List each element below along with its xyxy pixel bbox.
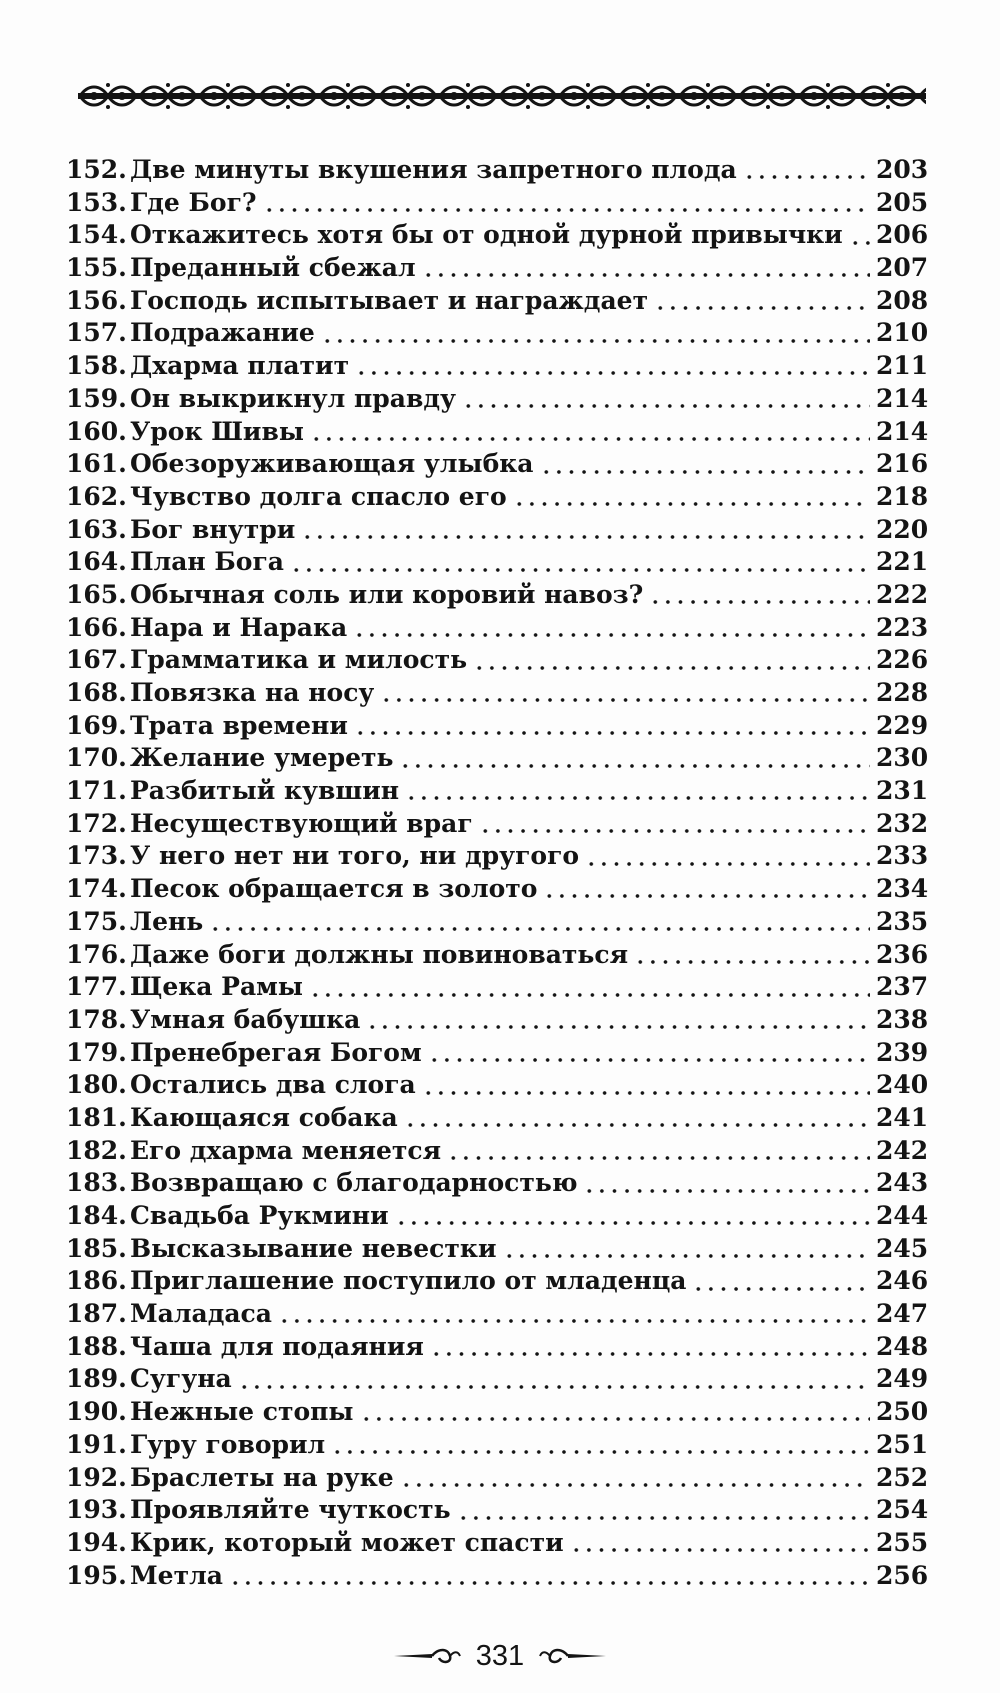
toc-entry <box>66 1396 929 1429</box>
dot-leader <box>692 1286 870 1292</box>
toc-entry-title: Господь испытывает и награждает <box>130 285 649 315</box>
toc-entry-number: 158. <box>66 351 127 381</box>
dot-leader <box>503 1253 871 1259</box>
toc-entry-title: Остались два слога <box>130 1070 416 1100</box>
toc-entry-title: Сугуна <box>130 1364 232 1394</box>
toc-entry <box>66 775 929 808</box>
toc-entry <box>66 1102 929 1135</box>
table-of-contents <box>66 154 929 1592</box>
toc-entry-title: Чаша для подаяния <box>130 1331 424 1361</box>
toc-entry-number: 160. <box>66 416 127 446</box>
toc-entry-number: 165. <box>66 579 127 609</box>
toc-entry-number: 164. <box>66 547 127 577</box>
toc-entry-number: 169. <box>66 710 127 740</box>
toc-entry-title: Дхарма платит <box>130 351 350 381</box>
toc-entry-number: 187. <box>66 1299 127 1329</box>
toc-entry-title: Трата времени <box>130 710 348 740</box>
right-flourish-icon <box>538 1647 608 1665</box>
toc-entry-number: 178. <box>66 1004 127 1034</box>
dot-leader <box>634 959 870 965</box>
toc-entry-title: Песок обращается в золото <box>130 874 538 904</box>
toc-entry-title: Даже боги должны повиноваться <box>130 939 629 969</box>
toc-entry <box>66 612 929 645</box>
toc-entry-number: 180. <box>66 1070 127 1100</box>
toc-entry-page: 244 <box>876 1201 929 1230</box>
toc-entry-title: У него нет ни того, ни другого <box>130 841 580 871</box>
toc-entry-number: 162. <box>66 481 127 511</box>
toc-entry-page: 207 <box>876 253 929 283</box>
toc-entry-number: 182. <box>66 1135 127 1165</box>
dot-leader <box>354 730 870 736</box>
dot-leader <box>540 469 870 475</box>
toc-entry-title: Свадьба Рукмини <box>130 1201 389 1230</box>
toc-entry-title: Нежные стопы <box>130 1397 354 1427</box>
toc-entry-title: Он выкрикнул правду <box>130 383 456 413</box>
toc-entry-page: 250 <box>876 1397 929 1427</box>
dot-leader <box>229 1580 870 1586</box>
toc-entry-title: Метла <box>130 1560 223 1590</box>
toc-entry-page: 231 <box>876 776 929 806</box>
toc-entry <box>66 514 929 547</box>
dot-leader <box>513 501 870 507</box>
toc-entry-number: 168. <box>66 678 127 707</box>
toc-entry-number: 177. <box>66 972 127 1002</box>
toc-entry-title: Разбитый кувшин <box>130 776 400 806</box>
toc-entry-title: Гуру говорил <box>130 1429 326 1459</box>
toc-entry-number: 159. <box>66 383 127 413</box>
dot-leader <box>473 665 870 671</box>
toc-entry-title: Две минуты вкушения запретного плода <box>130 155 737 184</box>
dot-leader <box>301 534 870 540</box>
toc-entry-page: 240 <box>876 1070 929 1100</box>
dot-leader <box>321 338 870 344</box>
toc-entry-number: 184. <box>66 1201 127 1230</box>
toc-entry-page: 232 <box>876 808 929 838</box>
toc-entry-number: 185. <box>66 1233 127 1263</box>
dot-leader <box>209 926 870 932</box>
toc-entry <box>66 317 929 350</box>
toc-entry-title: Его дхарма меняется <box>130 1135 442 1165</box>
toc-entry-page: 223 <box>876 612 929 642</box>
toc-entry <box>66 219 929 252</box>
toc-entry-page: 237 <box>876 972 929 1002</box>
toc-entry <box>66 546 929 579</box>
toc-entry <box>66 873 929 906</box>
toc-entry-number: 195. <box>66 1560 127 1590</box>
toc-entry <box>66 481 929 514</box>
toc-entry-number: 173. <box>66 841 127 871</box>
toc-entry-number: 163. <box>66 514 127 544</box>
toc-entry-number: 157. <box>66 318 127 348</box>
page-footer <box>0 1638 1000 1674</box>
toc-entry-number: 172. <box>66 808 127 838</box>
toc-entry <box>66 154 929 187</box>
toc-entry-title: Маладаса <box>130 1299 272 1329</box>
toc-entry-title: Желание умереть <box>130 743 394 773</box>
dot-leader <box>462 403 870 409</box>
toc-entry-number: 194. <box>66 1527 127 1557</box>
toc-entry <box>66 1004 929 1037</box>
toc-entry <box>66 383 929 416</box>
dot-leader <box>404 1122 870 1128</box>
dot-leader <box>405 795 870 801</box>
toc-entry <box>66 1037 929 1070</box>
toc-entry-page: 246 <box>876 1266 929 1296</box>
toc-entry-title: Приглашение поступило от младенца <box>130 1266 687 1296</box>
toc-entry <box>66 1331 929 1364</box>
toc-entry-page: 241 <box>876 1102 929 1132</box>
toc-entry <box>66 350 929 383</box>
dot-leader <box>399 763 870 769</box>
dot-leader <box>479 828 870 834</box>
toc-entry <box>66 187 929 220</box>
dot-leader <box>395 1220 870 1226</box>
toc-entry-title: Возвращаю с благодарностью <box>130 1168 578 1198</box>
toc-entry-number: 167. <box>66 645 127 675</box>
dot-leader <box>309 992 870 998</box>
toc-entry <box>66 1494 929 1527</box>
toc-entry-title: План Бога <box>130 547 284 577</box>
toc-entry-number: 153. <box>66 187 127 217</box>
toc-entry <box>66 1429 929 1462</box>
toc-entry <box>66 1527 929 1560</box>
toc-entry-title: Урок Шивы <box>130 416 304 446</box>
toc-entry-title: Высказывание невестки <box>130 1233 497 1263</box>
dot-leader <box>422 1090 870 1096</box>
toc-entry <box>66 1069 929 1102</box>
toc-entry-title: Откажитесь хотя бы от одной дурной привычки <box>130 220 843 250</box>
toc-entry-number: 192. <box>66 1462 127 1492</box>
toc-entry-page: 221 <box>876 547 929 577</box>
toc-entry-title: Крик, который может спасти <box>130 1527 564 1557</box>
dot-leader <box>360 1416 871 1422</box>
toc-entry <box>66 1560 929 1593</box>
toc-entry-number: 186. <box>66 1266 127 1296</box>
toc-entry-page: 252 <box>876 1462 929 1492</box>
toc-entry-page: 222 <box>876 579 929 609</box>
toc-entry-page: 214 <box>876 383 929 413</box>
toc-entry-page: 218 <box>876 481 929 511</box>
toc-entry-title: Несуществующий враг <box>130 808 473 838</box>
toc-entry <box>66 677 929 710</box>
toc-entry-page: 254 <box>876 1495 929 1525</box>
toc-entry-title: Где Бог? <box>130 187 257 217</box>
toc-entry-number: 191. <box>66 1429 127 1459</box>
toc-entry <box>66 579 929 612</box>
toc-entry-page: 248 <box>876 1331 929 1361</box>
toc-entry-page: 230 <box>876 743 929 773</box>
toc-entry-page: 247 <box>876 1299 929 1329</box>
toc-entry-page: 243 <box>876 1168 929 1198</box>
dot-leader <box>583 1188 870 1194</box>
toc-entry <box>66 1200 929 1233</box>
toc-entry-page: 220 <box>876 514 929 544</box>
toc-entry-page: 226 <box>876 645 929 675</box>
toc-entry <box>66 939 929 972</box>
dot-leader <box>331 1449 870 1455</box>
dot-leader <box>238 1384 870 1390</box>
toc-entry <box>66 1363 929 1396</box>
dot-leader <box>290 567 870 573</box>
page-number: 331 <box>475 1640 525 1672</box>
toc-entry-title: Грамматика и милость <box>130 645 468 675</box>
toc-entry-title: Умная бабушка <box>130 1004 361 1034</box>
dot-leader <box>649 599 870 605</box>
dot-leader <box>310 436 870 442</box>
toc-entry <box>66 1462 929 1495</box>
dot-leader <box>543 893 870 899</box>
toc-entry <box>66 1298 929 1331</box>
toc-entry-number: 156. <box>66 285 127 315</box>
toc-entry-page: 256 <box>876 1560 929 1590</box>
toc-entry-number: 174. <box>66 874 127 904</box>
toc-entry-page: 229 <box>876 710 929 740</box>
toc-entry-title: Нара и Нарака <box>130 612 348 642</box>
toc-entry-page: 255 <box>876 1527 929 1557</box>
toc-entry-number: 155. <box>66 253 127 283</box>
toc-entry <box>66 448 929 481</box>
toc-entry <box>66 1233 929 1266</box>
toc-entry-title: Браслеты на руке <box>130 1462 394 1492</box>
dot-leader <box>585 861 870 867</box>
dot-leader <box>422 272 870 278</box>
toc-entry <box>66 906 929 939</box>
toc-entry-page: 214 <box>876 416 929 446</box>
toc-entry-title: Обезоруживающая улыбка <box>130 449 534 479</box>
toc-entry-page: 203 <box>876 155 929 184</box>
toc-entry-number: 183. <box>66 1168 127 1198</box>
toc-entry-number: 171. <box>66 776 127 806</box>
dot-leader <box>263 207 870 213</box>
toc-entry-page: 208 <box>876 285 929 315</box>
dot-leader <box>447 1155 870 1161</box>
toc-entry <box>66 710 929 743</box>
toc-entry <box>66 808 929 841</box>
toc-entry-title: Чувство долга спасло его <box>130 481 507 511</box>
dot-leader <box>380 697 870 703</box>
dot-leader <box>366 1024 870 1030</box>
toc-entry-page: 228 <box>876 678 929 707</box>
ornamental-border-icon <box>78 80 926 112</box>
toc-entry-page: 235 <box>876 906 929 936</box>
toc-entry-page: 206 <box>876 220 929 250</box>
toc-entry <box>66 416 929 449</box>
toc-entry-page: 205 <box>876 187 929 217</box>
toc-entry <box>66 285 929 318</box>
toc-entry <box>66 742 929 775</box>
toc-entry <box>66 840 929 873</box>
toc-entry-page: 233 <box>876 841 929 871</box>
toc-entry-page: 238 <box>876 1004 929 1034</box>
dot-leader <box>353 632 870 638</box>
toc-entry-title: Щека Рамы <box>130 972 303 1002</box>
toc-entry-page: 234 <box>876 874 929 904</box>
left-flourish-icon <box>392 1647 462 1665</box>
toc-entry <box>66 252 929 285</box>
toc-entry-number: 193. <box>66 1495 127 1525</box>
toc-entry-title: Пренебрегая Богом <box>130 1037 422 1067</box>
toc-entry-page: 245 <box>876 1233 929 1263</box>
toc-entry-number: 154. <box>66 220 127 250</box>
toc-entry-title: Повязка на носу <box>130 678 375 707</box>
dot-leader <box>400 1482 870 1488</box>
toc-entry-number: 161. <box>66 449 127 479</box>
toc-entry-page: 236 <box>876 939 929 969</box>
toc-entry-title: Подражание <box>130 318 315 348</box>
toc-entry-number: 170. <box>66 743 127 773</box>
dot-leader <box>278 1318 870 1324</box>
toc-entry-title: Лень <box>130 906 204 936</box>
toc-entry-number: 190. <box>66 1397 127 1427</box>
dot-leader <box>654 305 870 311</box>
dot-leader <box>570 1547 870 1553</box>
toc-entry <box>66 1167 929 1200</box>
toc-entry-page: 249 <box>876 1364 929 1394</box>
toc-entry-number: 176. <box>66 939 127 969</box>
toc-entry-title: Проявляйте чуткость <box>130 1495 451 1525</box>
toc-entry <box>66 1265 929 1298</box>
toc-entry-number: 166. <box>66 612 127 642</box>
toc-entry-number: 189. <box>66 1364 127 1394</box>
dot-leader <box>743 174 870 180</box>
dot-leader <box>457 1515 870 1521</box>
toc-entry-page: 242 <box>876 1135 929 1165</box>
toc-entry <box>66 971 929 1004</box>
toc-entry-number: 175. <box>66 906 127 936</box>
toc-entry-number: 181. <box>66 1102 127 1132</box>
toc-entry-page: 239 <box>876 1037 929 1067</box>
toc-entry-title: Кающаяся собака <box>130 1102 398 1132</box>
toc-entry-title: Обычная соль или коровий навоз? <box>130 579 644 609</box>
toc-entry-title: Преданный сбежал <box>130 253 416 283</box>
toc-entry <box>66 1135 929 1168</box>
toc-entry-page: 211 <box>876 351 929 381</box>
toc-entry-title: Бог внутри <box>130 514 296 544</box>
toc-entry-page: 216 <box>876 449 929 479</box>
dot-leader <box>430 1351 870 1357</box>
toc-entry-number: 179. <box>66 1037 127 1067</box>
toc-entry <box>66 644 929 677</box>
toc-entry-number: 152. <box>66 155 127 184</box>
dot-leader <box>849 240 870 246</box>
toc-entry-page: 210 <box>876 318 929 348</box>
dot-leader <box>355 370 870 376</box>
dot-leader <box>428 1057 870 1063</box>
toc-entry-page: 251 <box>876 1429 929 1459</box>
toc-entry-number: 188. <box>66 1331 127 1361</box>
